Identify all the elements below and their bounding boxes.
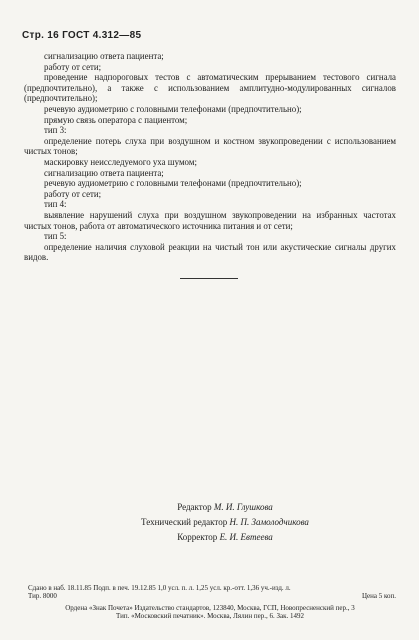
text-line: сигнализацию ответа пациента; <box>44 167 164 178</box>
credit-editor <box>90 500 360 515</box>
credit-role: Корректор <box>177 532 218 542</box>
text-line: маскировку неисследуемого уха шумом; <box>44 156 197 167</box>
imprint-line: Сдано в наб. 18.11.85 Подп. в печ. 19.12.85 1,0 усл. п. л. 1,25 усл. кр.-отт. 1,36 уч.-изд. л. <box>28 584 291 592</box>
text-line: работу от сети; <box>44 188 102 199</box>
print-run: Тир. 8000 <box>28 592 57 601</box>
printer-line: Тип. «Московский печатник». Москва, Лялин пер., 6. Зак. 1492 <box>116 612 304 621</box>
text-line: определение потерь слуха при воздушном и костном звукопроведении с использованием чистых тонов; <box>24 135 396 157</box>
credit-name: М. И. Глушкова <box>213 502 273 512</box>
text-line: проведение надпороговых тестов с автоматическим прерыванием тестового сигнала (предпочтительно), а также с использованием амплитудно-модулированных сигналов (предпочтительно); <box>24 72 396 104</box>
text-line: выявление нарушений слуха при воздушном звукопроведении на избранных частотах чистых тонов, работа от автоматического источника питания и от сети; <box>24 209 396 231</box>
page-header: Стр. 16 ГОСТ 4.312—85 <box>22 30 142 41</box>
divider-rule <box>180 278 238 279</box>
text-line: тип 4: <box>44 199 67 210</box>
imprint-line <box>28 592 396 600</box>
credit-tech-editor <box>90 515 360 530</box>
credit-name: Е. И. Евтеева <box>219 532 273 542</box>
text-line: определение наличия слуховой реакции на чистый тон или акустические сигналы других видов. <box>24 241 396 263</box>
credits-block <box>90 500 360 545</box>
credit-role: Редактор <box>177 502 212 512</box>
publisher-block <box>20 604 400 621</box>
text-line: прямую связь оператора с пациентом; <box>44 114 188 125</box>
imprint-block <box>28 584 396 601</box>
credit-role: Технический редактор <box>141 517 228 527</box>
credit-name: Н. П. Замолодчикова <box>229 517 309 527</box>
credit-proofreader <box>90 530 360 545</box>
publisher-line: Ордена «Знак Почета» Издательство стандартов, 123840, Москва, ГСП, Новопресненский пер., 3 <box>65 604 355 612</box>
text-line: тип 3: <box>44 125 67 136</box>
text-line: речевую аудиометрию с головными телефонами (предпочтительно); <box>44 178 302 189</box>
text-line: работу от сети; <box>44 61 102 72</box>
text-line: сигнализацию ответа пациента; <box>44 51 164 61</box>
price: Цена 5 коп. <box>361 592 396 601</box>
text-line: тип 5: <box>44 231 67 242</box>
body-text <box>24 51 396 263</box>
text-line: речевую аудиометрию с головными телефонами (предпочтительно); <box>44 103 302 114</box>
